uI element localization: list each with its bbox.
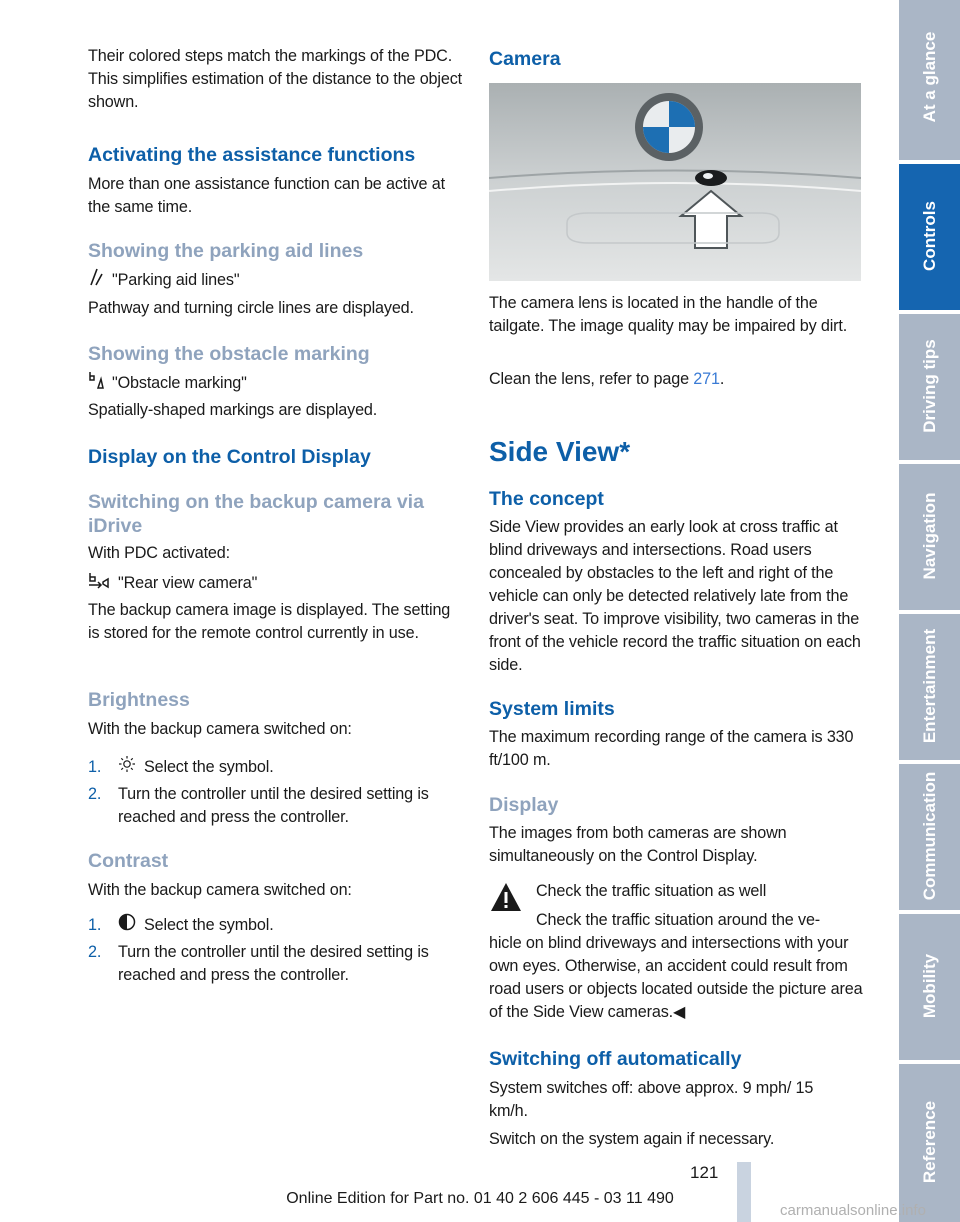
contrast-step-1 <box>88 913 464 938</box>
step-number: 2. <box>88 943 102 961</box>
tab-navigation[interactable] <box>899 464 960 610</box>
warning-body-first-line: Check the traffic situation around the ve- <box>536 911 821 929</box>
camera-photo <box>489 83 861 281</box>
warning-icon <box>489 880 523 919</box>
brightness-step-1-text: Select the symbol. <box>144 757 274 776</box>
paragraph-obstacle: Spatially-shaped markings are displayed. <box>88 401 378 419</box>
heading-brightness: Brightness <box>88 689 190 711</box>
paragraph-clean-lens <box>489 368 724 391</box>
paragraph-pdc-activated: With PDC activated: <box>88 544 230 562</box>
heading-switching-off: Switching off automatically <box>489 1048 742 1070</box>
paragraph-activating: More than one assistance function can be active at the same time. <box>88 175 445 216</box>
brightness-step-2-text: Turn the controller until the desired setting is reached and press the controller. <box>118 785 429 826</box>
tab-communication-label: Communication <box>920 771 939 901</box>
rear-view-camera-icon <box>88 571 110 596</box>
tab-driving-tips-label: Driving tips <box>920 339 939 433</box>
paragraph-brightness: With the backup camera switched on: <box>88 720 352 738</box>
tab-mobility-label: Mobility <box>920 953 939 1019</box>
paragraph-switch-on: Switch on the system again if necessary. <box>489 1130 775 1148</box>
intro-paragraph: Their colored steps match the markings of the PDC. This simplifies estimation of the distance to the object shown. <box>88 47 462 111</box>
footer-edition: Online Edition for Part no. 01 40 2 606 445 - 03 11 490 <box>286 1190 674 1207</box>
paragraph-parking: Pathway and turning circle lines are displayed. <box>88 299 414 317</box>
page-number: 121 <box>690 1163 719 1182</box>
heading-control-display: Display on the Control Display <box>88 446 371 468</box>
step-number: 1. <box>88 757 102 776</box>
menu-rear-view-camera <box>88 571 257 596</box>
warning-body: hicle on blind driveways and intersections with your own eyes. Otherwise, an accident could result from road users or objects located outside the picture area of the Side View cameras.◀ <box>489 934 863 1021</box>
contrast-icon <box>118 913 136 938</box>
menu-obstacle-marking <box>88 371 247 396</box>
tab-entertainment-label: Entertainment <box>920 628 939 744</box>
parking-aid-lines-label: "Parking aid lines" <box>112 270 240 289</box>
contrast-step-2 <box>88 941 464 987</box>
tab-communication[interactable] <box>899 764 960 910</box>
tab-navigation-label: Navigation <box>920 492 939 580</box>
heading-side-view: Side View* <box>489 436 631 467</box>
tab-driving-tips[interactable] <box>899 314 960 460</box>
contrast-step-1-text: Select the symbol. <box>144 915 274 934</box>
page-link-271[interactable]: 271 <box>693 370 720 388</box>
warning-title: Check the traffic situation as well <box>536 882 767 900</box>
step-number: 2. <box>88 785 102 803</box>
heading-parking-aid-lines: Showing the parking aid lines <box>88 240 364 262</box>
paragraph-backup-camera: The backup camera image is displayed. The setting is stored for the remote control currently in use. <box>88 601 451 642</box>
chapter-sidebar <box>899 0 960 1222</box>
watermark: carmanualsonline.info <box>780 1202 926 1219</box>
paragraph-system-limits: The maximum recording range of the camera is 330 ft/100 m. <box>489 728 854 769</box>
heading-concept: The concept <box>489 488 604 510</box>
tab-reference-label: Reference <box>920 1100 939 1184</box>
paragraph-switching-off: System switches off: above approx. 9 mph/ 15 km/h. <box>489 1079 814 1120</box>
obstacle-marking-label: "Obstacle marking" <box>112 373 247 392</box>
tab-at-a-glance-label: At a glance <box>920 31 939 123</box>
contrast-step-2-text: Turn the controller until the desired setting is reached and press the controller. <box>118 943 429 984</box>
heading-camera: Camera <box>489 48 561 70</box>
heading-display: Display <box>489 794 559 816</box>
heading-activating: Activating the assistance functions <box>88 144 416 166</box>
clean-lens-period: . <box>719 370 725 388</box>
parking-lines-icon <box>88 268 104 293</box>
heading-contrast: Contrast <box>88 850 169 872</box>
brightness-step-2 <box>88 783 464 829</box>
heading-obstacle-marking: Showing the obstacle marking <box>88 343 370 365</box>
paragraph-contrast: With the backup camera switched on: <box>88 881 352 899</box>
heading-switching-backup-camera: Switching on the backup camera via iDrive <box>88 491 424 537</box>
tab-entertainment[interactable] <box>899 614 960 760</box>
brightness-icon <box>118 755 136 780</box>
tab-controls-label: Controls <box>920 201 939 271</box>
clean-lens-text: Clean the lens, refer to page <box>489 370 694 388</box>
step-number: 1. <box>88 915 102 934</box>
menu-parking-aid-lines <box>88 268 239 293</box>
paragraph-lens: The camera lens is located in the handle of the tailgate. The image quality may be impaired by dirt. <box>489 294 848 335</box>
tab-mobility[interactable] <box>899 914 960 1060</box>
paragraph-concept: Side View provides an early look at cross traffic at blind driveways and intersections. Road users concealed by obstacles to the left and right of the vehicle can only be detected relatively late from the driver's seat. To improve visibility, two cameras in the front of the vehicle record the traffic situation on each side. <box>489 518 861 674</box>
brightness-step-1 <box>88 755 464 780</box>
obstacle-marking-icon <box>88 371 104 396</box>
paragraph-display: The images from both cameras are shown simultaneously on the Control Display. <box>489 824 787 865</box>
tab-controls[interactable] <box>899 164 960 310</box>
rear-view-camera-label: "Rear view camera" <box>118 573 258 592</box>
tab-at-a-glance[interactable] <box>899 0 960 160</box>
heading-system-limits: System limits <box>489 698 615 720</box>
